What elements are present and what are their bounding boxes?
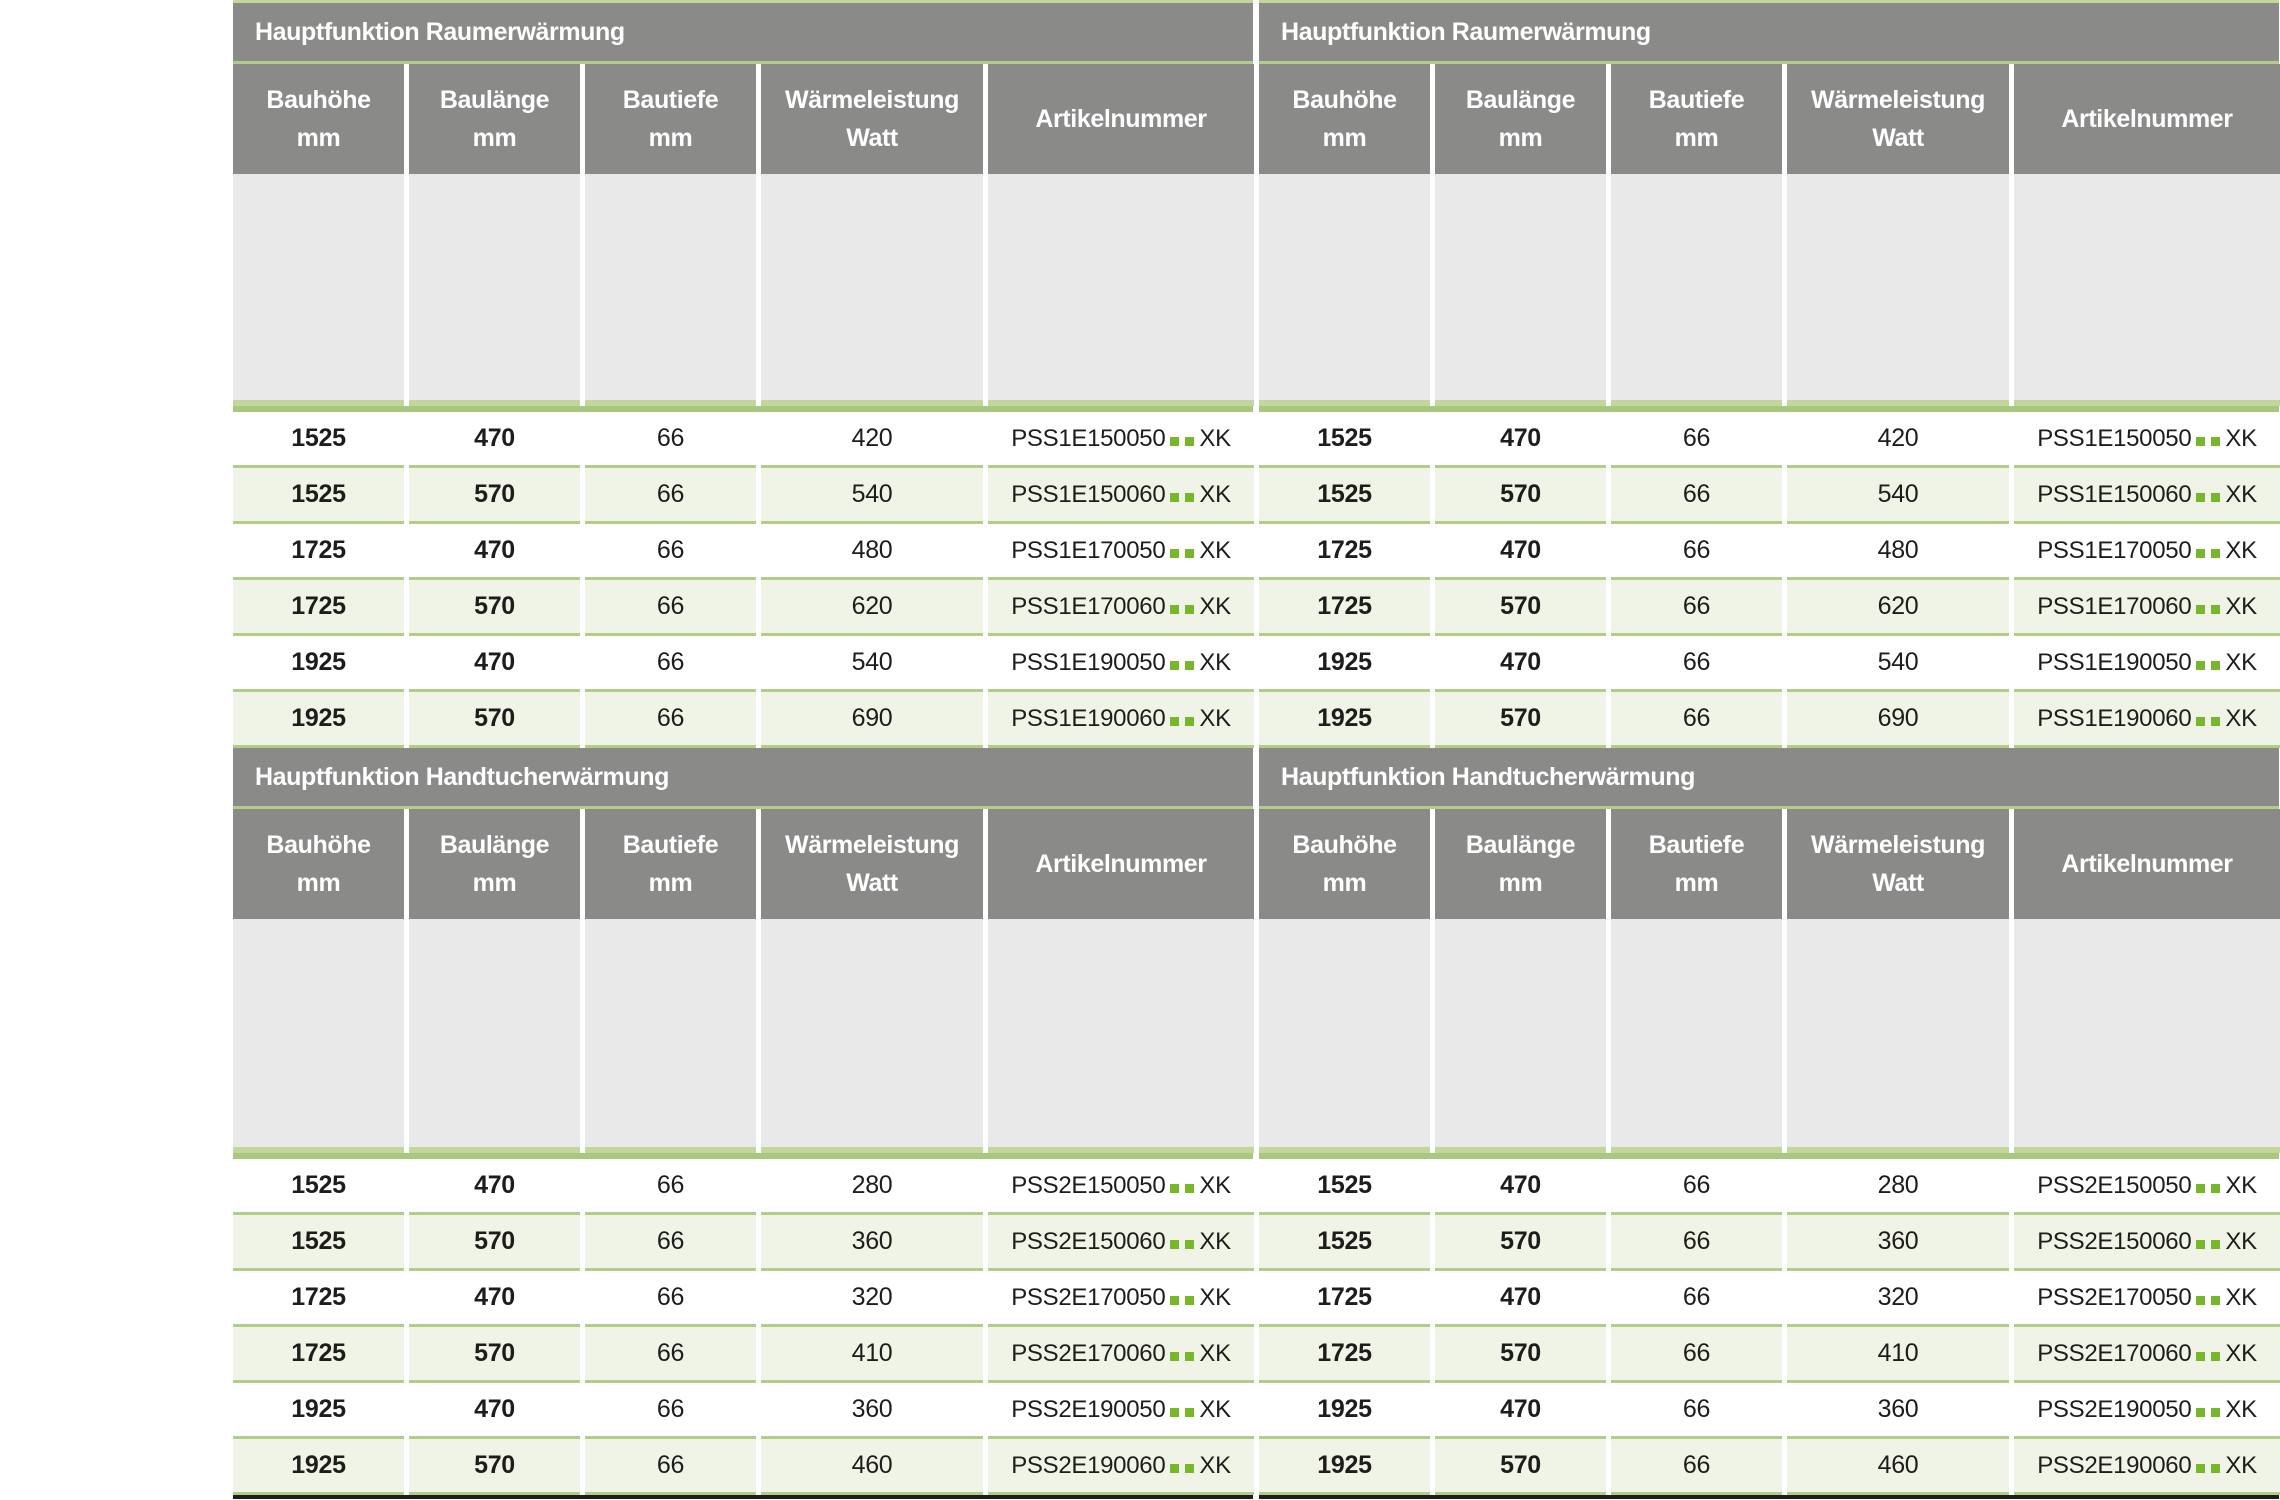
column-header-bauhoehe [233,809,404,919]
artikelnummer-suffix: XK [1199,1395,1231,1423]
column-label: Artikelnummer [1035,850,1207,878]
table-edge-sliver [1259,0,2257,1499]
cell-waermeleistung: 620 [761,580,983,636]
column-header-row [233,64,1253,174]
column-header-row [233,809,1253,919]
cell-bauhoehe: 1525 [233,1159,404,1215]
cell-artikelnummer [988,1327,1254,1383]
divider-segment [585,400,756,406]
cell-artikelnummer [988,1215,1254,1271]
color-code-dot [1185,1464,1194,1473]
artikelnummer-prefix: PSS2E190060 [1011,1451,1166,1479]
divider-segment [233,1147,404,1153]
column-unit: mm [648,869,693,897]
color-code-dot [1170,493,1179,502]
table-row [233,468,1253,524]
cell-waermeleistung: 420 [761,412,983,468]
cell-bauhoehe: 1725 [233,1271,404,1327]
cell-artikelnummer [988,1271,1254,1327]
color-code-dot [1185,1240,1194,1249]
cell-bauhoehe: 1725 [233,580,404,636]
spec-tables [233,0,1253,1499]
color-code-dot [1185,1408,1194,1417]
image-placeholder-cell [988,919,1254,1147]
table-row [233,636,1253,692]
color-code-dot [1170,1352,1179,1361]
column-header-baulaenge [409,809,580,919]
color-code-dot [1185,717,1194,726]
cell-baulaenge: 570 [409,1439,580,1495]
table-row [233,692,1253,748]
cell-baulaenge: 570 [409,1215,580,1271]
color-code-dot [1170,1408,1179,1417]
column-label: Wärmeleistung [785,86,959,114]
color-code-dot [1170,661,1179,670]
color-code-dot [1185,437,1194,446]
color-code-dot [1185,1184,1194,1193]
cell-waermeleistung: 360 [761,1383,983,1439]
cell-artikelnummer [988,524,1254,580]
column-label: Baulänge [439,831,550,859]
artikelnummer-suffix: XK [1199,480,1231,508]
artikelnummer-prefix: PSS1E150050 [1011,424,1166,452]
product-image-band [233,174,1253,400]
column-header-bauhoehe [233,64,404,174]
column-header-baulaenge [409,64,580,174]
artikelnummer-prefix: PSS2E170060 [1011,1339,1166,1367]
cell-bauhoehe: 1925 [233,692,404,748]
artikelnummer-prefix: PSS1E190050 [1011,648,1166,676]
green-divider-segments [233,400,1253,406]
image-placeholder-cell [761,174,983,400]
artikelnummer-suffix: XK [1199,704,1231,732]
divider-segment [761,400,983,406]
artikelnummer-suffix: XK [1199,424,1231,452]
table-title-band [233,748,1253,806]
color-code-dot [1170,1464,1179,1473]
color-code-dot [1185,549,1194,558]
artikelnummer-suffix: XK [1199,1227,1231,1255]
column-header-artikelnummer [988,809,1254,919]
cell-waermeleistung: 410 [761,1327,983,1383]
cell-artikelnummer [988,1159,1254,1215]
table-row [233,1439,1253,1495]
column-unit: mm [648,124,693,152]
table-title: Hauptfunktion Handtucherwärmung [255,762,669,791]
cell-bautiefe: 66 [585,412,756,468]
column-unit: mm [472,869,517,897]
cell-bautiefe: 66 [585,1383,756,1439]
cell-baulaenge: 470 [409,412,580,468]
cell-bauhoehe: 1525 [233,468,404,524]
color-code-dot [1170,605,1179,614]
cell-baulaenge: 570 [409,580,580,636]
cell-bauhoehe: 1925 [233,636,404,692]
artikelnummer-prefix: PSS2E190050 [1011,1395,1166,1423]
cell-artikelnummer [988,412,1254,468]
divider-segment [409,1147,580,1153]
column-label: Bauhöhe [266,86,371,114]
cell-bautiefe: 66 [585,524,756,580]
image-placeholder-cell [409,919,580,1147]
cell-artikelnummer [988,692,1254,748]
artikelnummer-suffix: XK [1199,1283,1231,1311]
table-row [233,1327,1253,1383]
column-unit: mm [296,869,341,897]
image-placeholder-cell [585,919,756,1147]
column-header-artikelnummer [988,64,1254,174]
artikelnummer-prefix: PSS1E170060 [1011,592,1166,620]
spec-table-handtucherwaermung [233,748,1253,1499]
color-code-dot [1185,661,1194,670]
column-unit: mm [296,124,341,152]
cell-baulaenge: 470 [409,1159,580,1215]
table-row [233,1271,1253,1327]
column-label: Bautiefe [622,831,719,859]
cell-waermeleistung: 540 [761,468,983,524]
artikelnummer-prefix: PSS1E170050 [1011,536,1166,564]
table-bottom-rule [233,1495,1253,1499]
cell-baulaenge: 570 [409,1327,580,1383]
cell-bautiefe: 66 [585,1159,756,1215]
column-unit: mm [472,124,517,152]
cell-baulaenge: 470 [409,636,580,692]
cell-bautiefe: 66 [585,1439,756,1495]
color-code-dot [1170,549,1179,558]
artikelnummer-prefix: PSS2E170050 [1011,1283,1166,1311]
cell-artikelnummer [988,1383,1254,1439]
cell-bautiefe: 66 [585,1215,756,1271]
image-placeholder-cell [409,174,580,400]
cell-artikelnummer [988,468,1254,524]
cell-bauhoehe: 1525 [233,412,404,468]
green-divider-segments [233,1147,1253,1153]
column-header-waermeleistung [761,809,983,919]
divider-segment [761,1147,983,1153]
table-row [233,1159,1253,1215]
divider-segment [988,1147,1254,1153]
table-title: Hauptfunktion Raumerwärmung [255,17,625,46]
artikelnummer-suffix: XK [1199,1451,1231,1479]
spec-table-raumerwaermung [233,0,1253,748]
artikelnummer-prefix: PSS2E150060 [1011,1227,1166,1255]
cell-bautiefe: 66 [585,636,756,692]
cell-baulaenge: 570 [409,468,580,524]
table-row [233,1383,1253,1439]
cell-artikelnummer [988,580,1254,636]
cell-artikelnummer [988,636,1254,692]
artikelnummer-suffix: XK [1199,536,1231,564]
cell-bautiefe: 66 [585,692,756,748]
table-row [233,1215,1253,1271]
cell-bauhoehe: 1725 [233,1327,404,1383]
cell-waermeleistung: 690 [761,692,983,748]
column-label: Bauhöhe [266,831,371,859]
column-header-bautiefe [585,809,756,919]
column-unit: Watt [846,869,898,897]
spec-tables-zone [233,0,2257,1499]
artikelnummer-suffix: XK [1199,1171,1231,1199]
divider-segment [585,1147,756,1153]
color-code-dot [1170,1184,1179,1193]
divider-segment [988,400,1254,406]
cell-baulaenge: 470 [409,1383,580,1439]
column-label: Wärmeleistung [785,831,959,859]
table-row [233,524,1253,580]
cell-waermeleistung: 460 [761,1439,983,1495]
column-unit: Watt [846,124,898,152]
image-placeholder-cell [761,919,983,1147]
cell-bauhoehe: 1925 [233,1439,404,1495]
cell-bautiefe: 66 [585,1327,756,1383]
artikelnummer-prefix: PSS1E190060 [1011,704,1166,732]
cell-bauhoehe: 1725 [233,524,404,580]
image-placeholder-cell [585,174,756,400]
divider-segment [233,400,404,406]
column-label: Baulänge [439,86,550,114]
cell-artikelnummer [988,1439,1254,1495]
divider-segment [409,400,580,406]
table-row [233,580,1253,636]
cell-bautiefe: 66 [585,468,756,524]
cell-waermeleistung: 360 [761,1215,983,1271]
cell-waermeleistung: 480 [761,524,983,580]
column-header-bautiefe [585,64,756,174]
artikelnummer-suffix: XK [1199,592,1231,620]
color-code-dot [1170,437,1179,446]
image-placeholder-cell [988,174,1254,400]
column-header-waermeleistung [761,64,983,174]
cell-baulaenge: 570 [409,692,580,748]
table-row [233,412,1253,468]
table-title-band [233,3,1253,61]
artikelnummer-prefix: PSS1E150060 [1011,480,1166,508]
cell-bauhoehe: 1525 [233,1215,404,1271]
cell-baulaenge: 470 [409,524,580,580]
cell-waermeleistung: 280 [761,1159,983,1215]
product-image-band [233,919,1253,1147]
artikelnummer-prefix: PSS2E150050 [1011,1171,1166,1199]
image-placeholder-cell [233,174,404,400]
cell-bautiefe: 66 [585,1271,756,1327]
cell-bauhoehe: 1925 [233,1383,404,1439]
color-code-dot [1185,1296,1194,1305]
column-label: Artikelnummer [1035,105,1207,133]
color-code-dot [1170,717,1179,726]
artikelnummer-suffix: XK [1199,1339,1231,1367]
cell-waermeleistung: 320 [761,1271,983,1327]
cell-bautiefe: 66 [585,580,756,636]
color-code-dot [1185,605,1194,614]
spec-tables: Hauptfunktion Raumerwärmung Bauhöhe mm Baulänge mm Bautiefe mm Wärmeleistung Watt Artikelnummer 1525 470 66 420 PSS1E150050 XK 1525 570 66 540 PSS1E150060 XK 1725 470 66 480 PSS1E170050 XK 1725 570 66 620 PSS1E170060 XK 1925 470 66 540 PSS1E190050 XK 1925 570 66 690 PSS1E190060 XK Hauptfunktion Handtucherwärmung Bauhöhe mm Baulänge mm Bautiefe mm Wärmeleistung Watt Artikelnummer 1525 470 66 280 PSS2E150050 XK 1525 570 66 360 PSS2E150060 XK 1725 470 66 320 PSS2E170050 XK 1725 570 66 410 PSS2E170060 XK 1925 470 66 360 PSS2E190050 XK 1925 570 66 460 PSS2E190060 XK [1259,0,2279,1499]
column-label: Bautiefe [622,86,719,114]
color-code-dot [1170,1240,1179,1249]
image-placeholder-cell [233,919,404,1147]
cell-waermeleistung: 540 [761,636,983,692]
color-code-dot [1185,1352,1194,1361]
color-code-dot [1170,1296,1179,1305]
cell-baulaenge: 470 [409,1271,580,1327]
artikelnummer-suffix: XK [1199,648,1231,676]
color-code-dot [1185,493,1194,502]
